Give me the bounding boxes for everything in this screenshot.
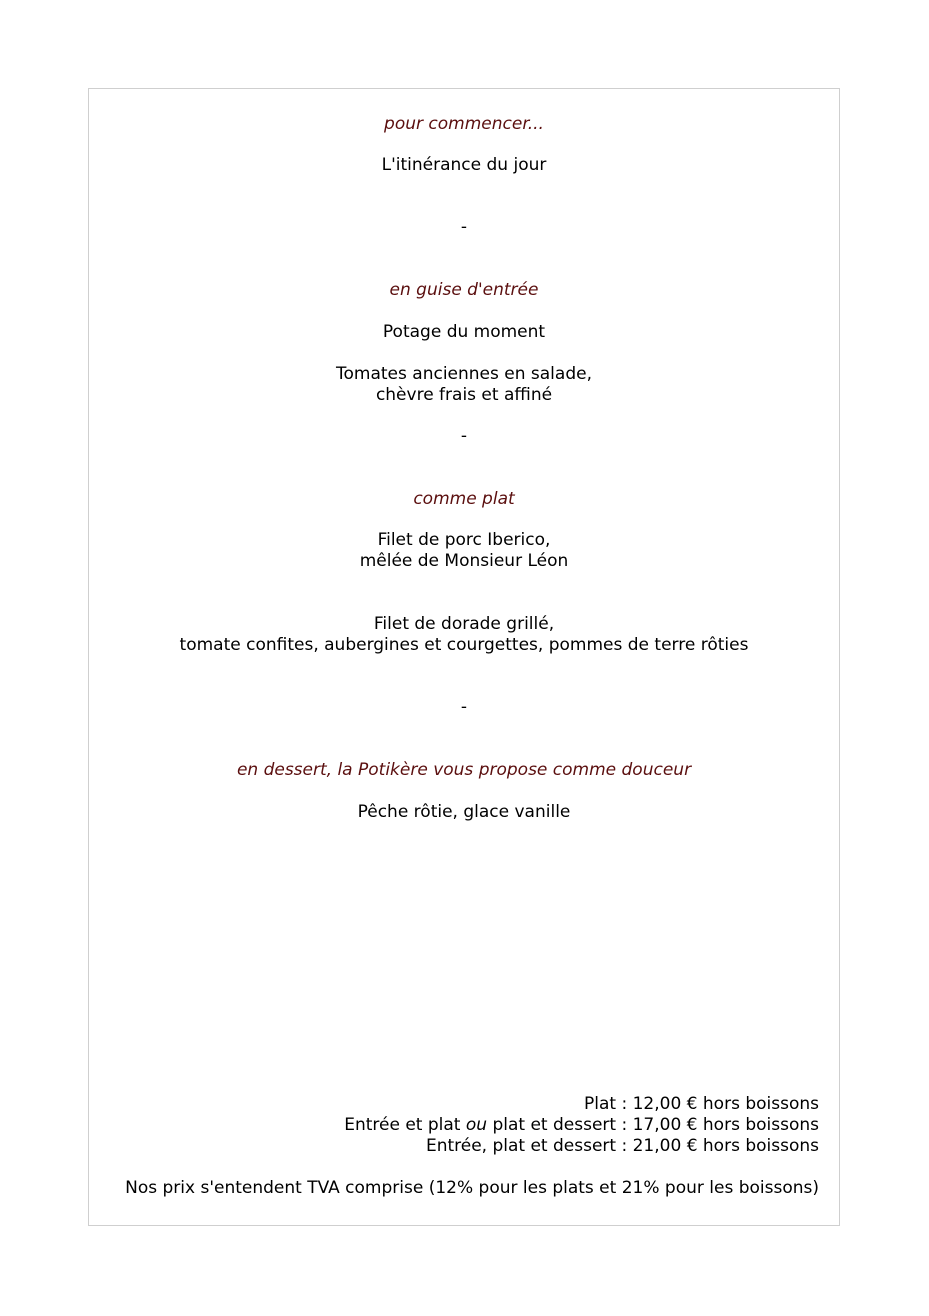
- separator: -: [460, 426, 468, 446]
- price-formula-two-courses-or: ou: [465, 1115, 488, 1135]
- plat-heading: comme plat: [413, 489, 515, 509]
- price-formula-three-courses: Entrée, plat et dessert : 21,00 € hors boissons: [425, 1136, 819, 1156]
- separator: -: [460, 697, 468, 717]
- entree-item-tomates-line2: chèvre frais et affiné: [375, 385, 553, 405]
- entree-item-potage: Potage du moment: [382, 322, 546, 342]
- price-formula-two-courses: [344, 1115, 819, 1136]
- price-formula-two-courses-part1: Entrée et plat: [344, 1115, 466, 1135]
- separator: -: [460, 217, 468, 237]
- entree-item-tomates-line1: Tomates anciennes en salade,: [336, 364, 592, 384]
- plat-item-porc-line2: mêlée de Monsieur Léon: [359, 551, 569, 571]
- tax-note: Nos prix s'entendent TVA comprise (12% pour les plats et 21% pour les boissons): [125, 1178, 819, 1198]
- starter-item: L'itinérance du jour: [381, 155, 547, 175]
- price-plat: Plat : 12,00 € hors boissons: [584, 1094, 819, 1114]
- plat-item-dorade-line2: tomate confites, aubergines et courgettes, pommes de terre rôties: [179, 635, 749, 655]
- dessert-item: Pêche rôtie, glace vanille: [357, 802, 571, 822]
- price-formula-two-courses-part2: plat et dessert : 17,00 € hors boissons: [487, 1115, 819, 1135]
- menu-card: [88, 88, 840, 1226]
- plat-item-porc-line1: Filet de porc Iberico,: [377, 530, 551, 550]
- plat-item-dorade-line1: Filet de dorade grillé,: [373, 614, 555, 634]
- entree-heading: en guise d'entrée: [389, 280, 539, 300]
- starter-heading: pour commencer...: [384, 114, 544, 134]
- dessert-heading: en dessert, la Potikère vous propose comme douceur: [236, 760, 692, 780]
